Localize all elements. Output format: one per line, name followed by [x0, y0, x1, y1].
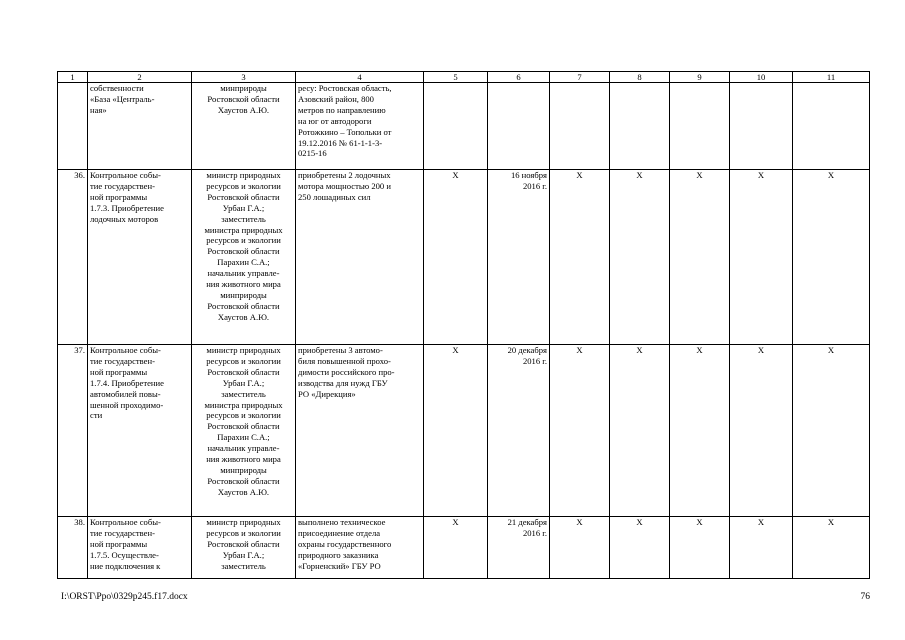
cell-col5: X: [424, 170, 488, 345]
responsible-cell: минприроды Ростовской области Хаустов А.Ю.: [192, 83, 296, 170]
date-cell: 21 декабря 2016 г.: [488, 517, 550, 579]
column-header: 8: [610, 72, 670, 83]
cell-col10: [730, 83, 793, 170]
cell-col5: X: [424, 517, 488, 579]
cell-col9: X: [670, 170, 730, 345]
column-header: 3: [192, 72, 296, 83]
cell-col11: X: [793, 170, 870, 345]
cell-col8: X: [610, 517, 670, 579]
column-header: 9: [670, 72, 730, 83]
result-cell: ресу: Ростовская область, Азовский район, 800 метров по направлению на юг от автодороги Ротожкино – Топольки от 19.12.2016 № 61-1-1-3- 0215-16: [296, 83, 424, 170]
table-row: [58, 345, 870, 517]
cell-col7: X: [550, 517, 610, 579]
row-number: 36.: [58, 170, 88, 345]
result-cell: приобретены 2 лодочных мотора мощностью 200 и 250 лошадиных сил: [296, 170, 424, 345]
event-cell: Контрольное собы- тие государствен- ной программы 1.7.3. Приобретение лодочных моторов: [88, 170, 192, 345]
column-header: 5: [424, 72, 488, 83]
row-number: 37.: [58, 345, 88, 517]
column-header: 10: [730, 72, 793, 83]
cell-col10: X: [730, 345, 793, 517]
date-cell: [488, 83, 550, 170]
responsible-cell: министр природных ресурсов и экологии Ростовской области Урбан Г.А.; заместитель министра природных ресурсов и экологии Ростовской области Парахин С.А.; начальник управле- ния животного мира минприроды Ростовской области Хаустов А.Ю.: [192, 345, 296, 517]
table-row: [58, 170, 870, 345]
cell-col9: [670, 83, 730, 170]
cell-col7: X: [550, 170, 610, 345]
cell-col5: X: [424, 345, 488, 517]
cell-col11: X: [793, 345, 870, 517]
result-cell: приобретены 3 автомо- биля повышенной прохо- димости российского про- изводства для нужд ГБУ РО «Дирекция»: [296, 345, 424, 517]
column-header: 6: [488, 72, 550, 83]
cell-col11: X: [793, 517, 870, 579]
column-header: 4: [296, 72, 424, 83]
row-number: [58, 83, 88, 170]
cell-col7: [550, 83, 610, 170]
responsible-cell: министр природных ресурсов и экологии Ростовской области Урбан Г.А.; заместитель: [192, 517, 296, 579]
table-row: [58, 83, 870, 170]
header-row: [58, 72, 870, 83]
column-header: 2: [88, 72, 192, 83]
result-cell: выполнено техническое присоединение отдела охраны государственного природного заказника «Горненский» ГБУ РО: [296, 517, 424, 579]
event-cell: Контрольное собы- тие государствен- ной программы 1.7.4. Приобретение автомобилей повы- шенной проходимо- сти: [88, 345, 192, 517]
cell-col9: X: [670, 517, 730, 579]
date-cell: 16 ноября 2016 г.: [488, 170, 550, 345]
file-path: I:\ORST\Ppo\0329p245.f17.docx: [61, 592, 188, 602]
responsible-cell: министр природных ресурсов и экологии Ростовской области Урбан Г.А.; заместитель министра природных ресурсов и экологии Ростовской области Парахин С.А.; начальник управле- ния животного мира минприроды Ростовской области Хаустов А.Ю.: [192, 170, 296, 345]
column-header: 1: [58, 72, 88, 83]
column-header: 7: [550, 72, 610, 83]
cell-col9: X: [670, 345, 730, 517]
event-cell: собственности «База «Централь- ная»: [88, 83, 192, 170]
table-row: [58, 517, 870, 579]
cell-col10: X: [730, 170, 793, 345]
cell-col7: X: [550, 345, 610, 517]
cell-col8: X: [610, 345, 670, 517]
program-table: [57, 71, 870, 579]
cell-col10: X: [730, 517, 793, 579]
event-cell: Контрольное собы- тие государствен- ной программы 1.7.5. Осуществле- ние подключения к: [88, 517, 192, 579]
cell-col8: X: [610, 170, 670, 345]
cell-col5: [424, 83, 488, 170]
row-number: 38.: [58, 517, 88, 579]
column-header: 11: [793, 72, 870, 83]
date-cell: 20 декабря 2016 г.: [488, 345, 550, 517]
cell-col8: [610, 83, 670, 170]
page-number: 76: [860, 592, 870, 602]
cell-col11: [793, 83, 870, 170]
